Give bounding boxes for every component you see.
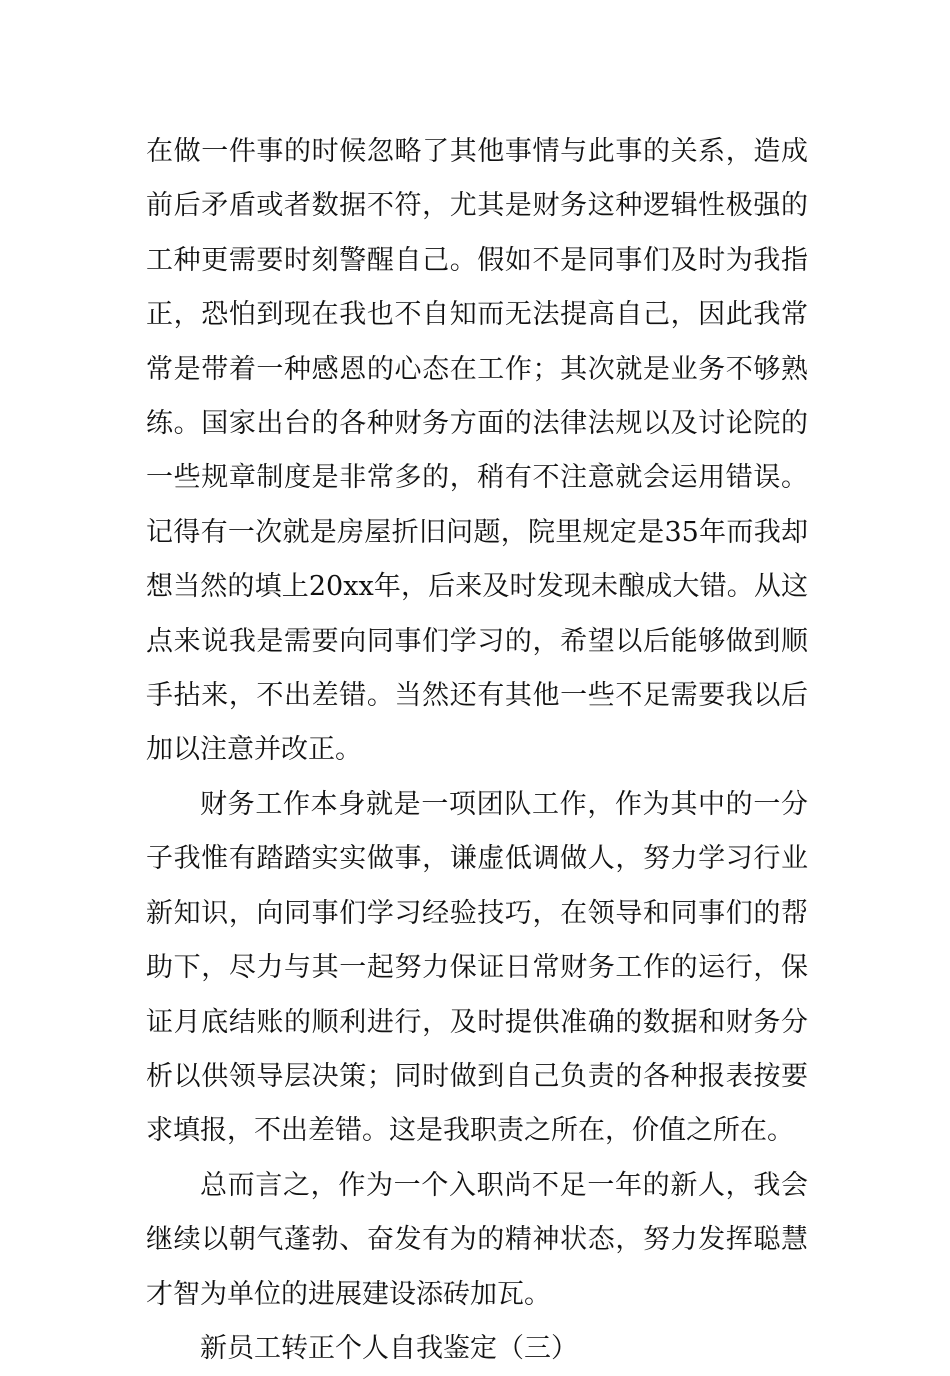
paragraph-continued: 在做一件事的时候忽略了其他事情与此事的关系，造成前后矛盾或者数据不符，尤其是财务这种逻辑性极强的工种更需要时刻警醒自己。假如不是同事们及时为我指正，恐怕到现在我也不自知而无法提高自己，因此我常常是带着一种感恩的心态在工作；其次就是业务不够熟练。国家出台的各种财务方面的法律法规以及讨论院的一些规章制度是非常多的，稍有不注意就会运用错误。记得有一次就是房屋折旧问题，院里规定是35年而我却想当然的填上20xx年，后来及时发现未酿成大错。从这点来说我是需要向同事们学习的，希望以后能够做到顺手拈来，不出差错。当然还有其他一些不足需要我以后加以注意并改正。 <box>146 136 808 766</box>
section-heading: 新员工转正个人自我鉴定（三） <box>200 1332 578 1364</box>
paragraph-teamwork: 财务工作本身就是一项团队工作，作为其中的一分子我惟有踏踏实实做事，谦虚低调做人，努力学习行业新知识，向同事们学习经验技巧，在领导和同事们的帮助下，尽力与其一起努力保证日常财务工作的运行，保证月底结账的顺利进行，及时提供准确的数据和财务分析以供领导层决策；同时做到自己负责的各种报表按要求填报，不出差错。这是我职责之所在，价值之所在。 <box>146 788 808 1147</box>
document-body <box>146 125 808 1376</box>
paragraph-conclusion: 总而言之，作为一个入职尚不足一年的新人，我会继续以朝气蓬勃、奋发有为的精神状态，努力发挥聪慧才智为单位的进展建设添砖加瓦。 <box>146 1169 808 1310</box>
